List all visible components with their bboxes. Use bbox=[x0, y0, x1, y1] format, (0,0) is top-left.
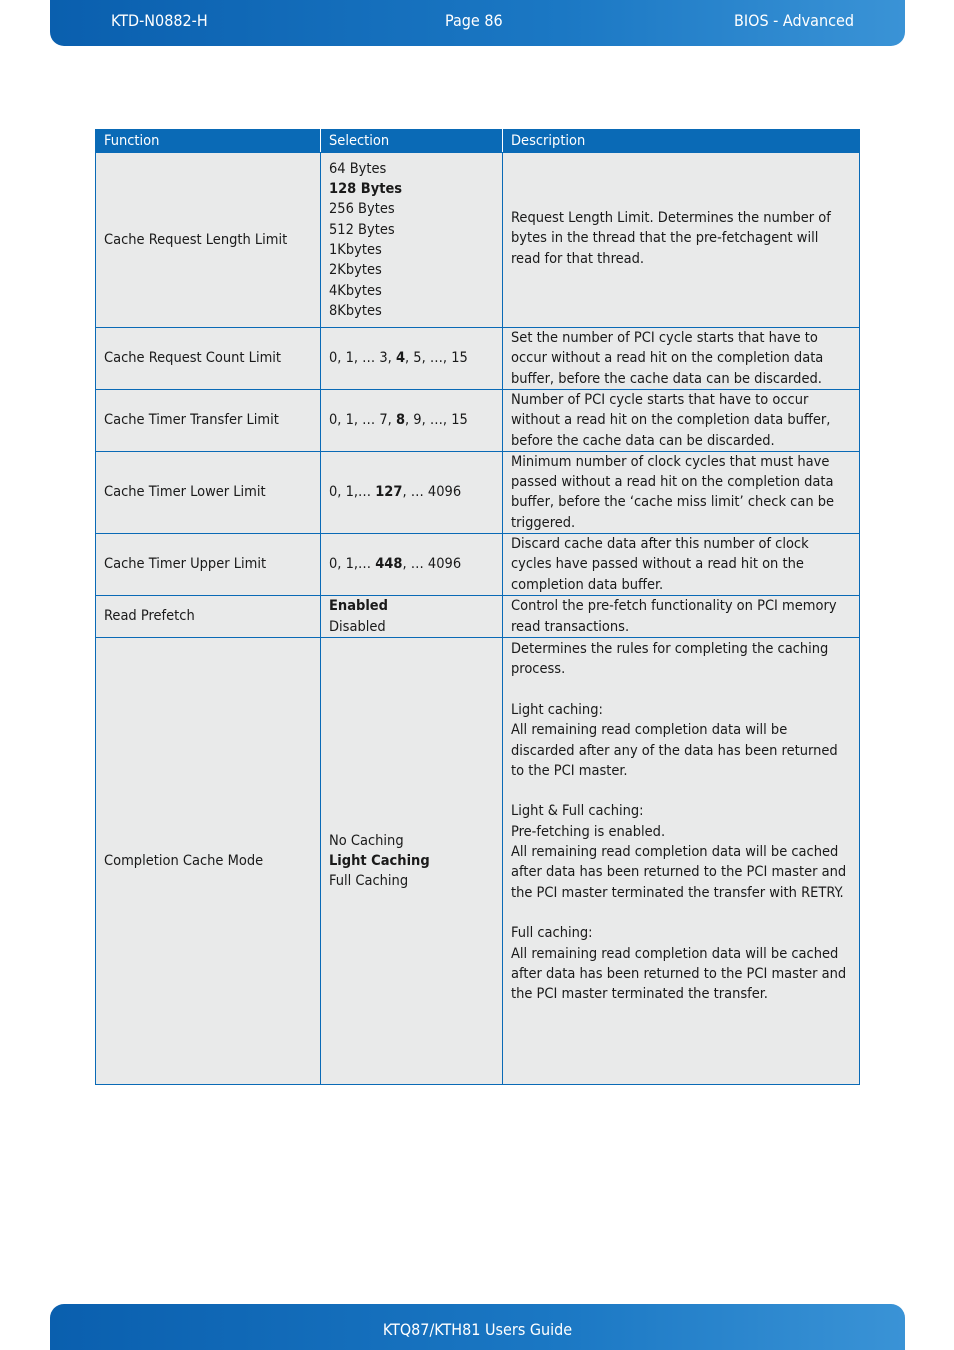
table-row bbox=[96, 534, 860, 596]
selection-cell bbox=[321, 451, 503, 533]
function-cell: Cache Timer Transfer Limit bbox=[96, 390, 321, 452]
column-header-description: Description bbox=[503, 130, 860, 153]
range-end: , … 4096 bbox=[402, 484, 462, 501]
description-text: Set the number of PCI cycle starts that have to occur without a read hit on the completion data buffer, before the cache data can be discarded. bbox=[511, 330, 824, 387]
page-footer bbox=[50, 1304, 905, 1350]
description-text: Request Length Limit. Determines the number of bytes in the thread that the pre-fetchagent will read for that thread. bbox=[511, 210, 831, 267]
light-full-caching-text: Pre-fetching is enabled. bbox=[511, 823, 666, 840]
section-title: BIOS - Advanced bbox=[734, 11, 854, 30]
description-cell bbox=[503, 153, 860, 328]
light-caching-text: All remaining read completion data will be discarded after any of the data has been returned to the PCI master. bbox=[511, 722, 838, 779]
table-header-row bbox=[96, 130, 860, 153]
function-cell: Completion Cache Mode bbox=[96, 638, 321, 1085]
table-row bbox=[96, 328, 860, 390]
selection-cell bbox=[321, 390, 503, 452]
option: 64 Bytes bbox=[329, 160, 387, 177]
description-cell bbox=[503, 596, 860, 638]
option: 512 Bytes bbox=[329, 221, 395, 238]
light-full-caching-text: All remaining read completion data will be cached after data has been returned to the PCI master and the PCI master terminated the transfer with RETRY. bbox=[511, 844, 847, 901]
light-caching-title: Light caching: bbox=[511, 701, 603, 718]
default-option: 128 Bytes bbox=[329, 181, 403, 198]
default-option: Enabled bbox=[329, 598, 388, 615]
selection-cell bbox=[321, 153, 503, 328]
table-row bbox=[96, 390, 860, 452]
option: No Caching bbox=[329, 832, 404, 849]
default-option: Light Caching bbox=[329, 852, 430, 869]
range-start: 0, 1,… bbox=[329, 484, 376, 501]
range-start: 0, 1, … 7, bbox=[329, 412, 396, 429]
description-text: Minimum number of clock cycles that must have passed without a read hit on the completion data buffer, before the ‘cache miss limit’ check can be triggered. bbox=[511, 453, 835, 531]
document-id: KTD-N0882-H bbox=[111, 11, 208, 30]
description-cell bbox=[503, 638, 860, 1085]
selection-cell bbox=[321, 596, 503, 638]
range-start: 0, 1, … 3, bbox=[329, 350, 396, 367]
option: 1Kbytes bbox=[329, 242, 382, 258]
selection-cell bbox=[321, 638, 503, 1085]
bios-settings-table bbox=[95, 129, 860, 1085]
function-cell: Cache Timer Upper Limit bbox=[96, 534, 321, 596]
page-header bbox=[50, 0, 905, 46]
description-cell bbox=[503, 328, 860, 390]
range-end: , … 4096 bbox=[402, 556, 462, 573]
option: 8Kbytes bbox=[329, 302, 382, 319]
column-header-selection: Selection bbox=[321, 130, 503, 153]
option: Disabled bbox=[329, 618, 386, 635]
footer-title: KTQ87/KTH81 Users Guide bbox=[382, 1320, 573, 1339]
range-start: 0, 1,… bbox=[329, 556, 376, 573]
selection-cell bbox=[321, 534, 503, 596]
default-value: 8 bbox=[395, 412, 406, 429]
light-full-caching-title: Light & Full caching: bbox=[511, 803, 644, 820]
table-row bbox=[96, 451, 860, 533]
option: 4Kbytes bbox=[329, 282, 382, 299]
option: 256 Bytes bbox=[329, 201, 395, 218]
description-text: Number of PCI cycle starts that have to occur without a read hit on the completion data buffer, before the cache data can be discarded. bbox=[511, 392, 831, 449]
column-header-function: Function bbox=[96, 130, 321, 153]
full-caching-text: All remaining read completion data will be cached after data has been returned to the PCI master and the PCI master terminated the transfer. bbox=[511, 945, 847, 1003]
table-row bbox=[96, 153, 860, 328]
default-value: 4 bbox=[395, 350, 406, 367]
selection-cell bbox=[321, 328, 503, 390]
full-caching-title: Full caching: bbox=[511, 925, 593, 942]
function-cell: Cache Timer Lower Limit bbox=[96, 451, 321, 533]
description-cell bbox=[503, 534, 860, 596]
page-number: Page 86 bbox=[445, 11, 503, 30]
table-row bbox=[96, 596, 860, 638]
range-end: , 9, …, 15 bbox=[405, 412, 468, 429]
function-cell: Cache Request Length Limit bbox=[96, 153, 321, 328]
option: Full Caching bbox=[329, 873, 409, 890]
table-row bbox=[96, 638, 860, 1085]
description-cell bbox=[503, 451, 860, 533]
default-value: 448 bbox=[375, 556, 403, 573]
description-text: Control the pre-fetch functionality on PCI memory read transactions. bbox=[511, 598, 837, 635]
default-value: 127 bbox=[375, 484, 403, 501]
option: 2Kbytes bbox=[329, 262, 382, 279]
function-cell: Read Prefetch bbox=[96, 596, 321, 638]
description-text: Discard cache data after this number of clock cycles have passed without a read hit on the completion data buffer. bbox=[511, 536, 809, 593]
function-cell: Cache Request Count Limit bbox=[96, 328, 321, 390]
range-end: , 5, …, 15 bbox=[405, 350, 468, 367]
description-intro: Determines the rules for completing the caching process. bbox=[511, 641, 829, 678]
description-cell bbox=[503, 390, 860, 452]
